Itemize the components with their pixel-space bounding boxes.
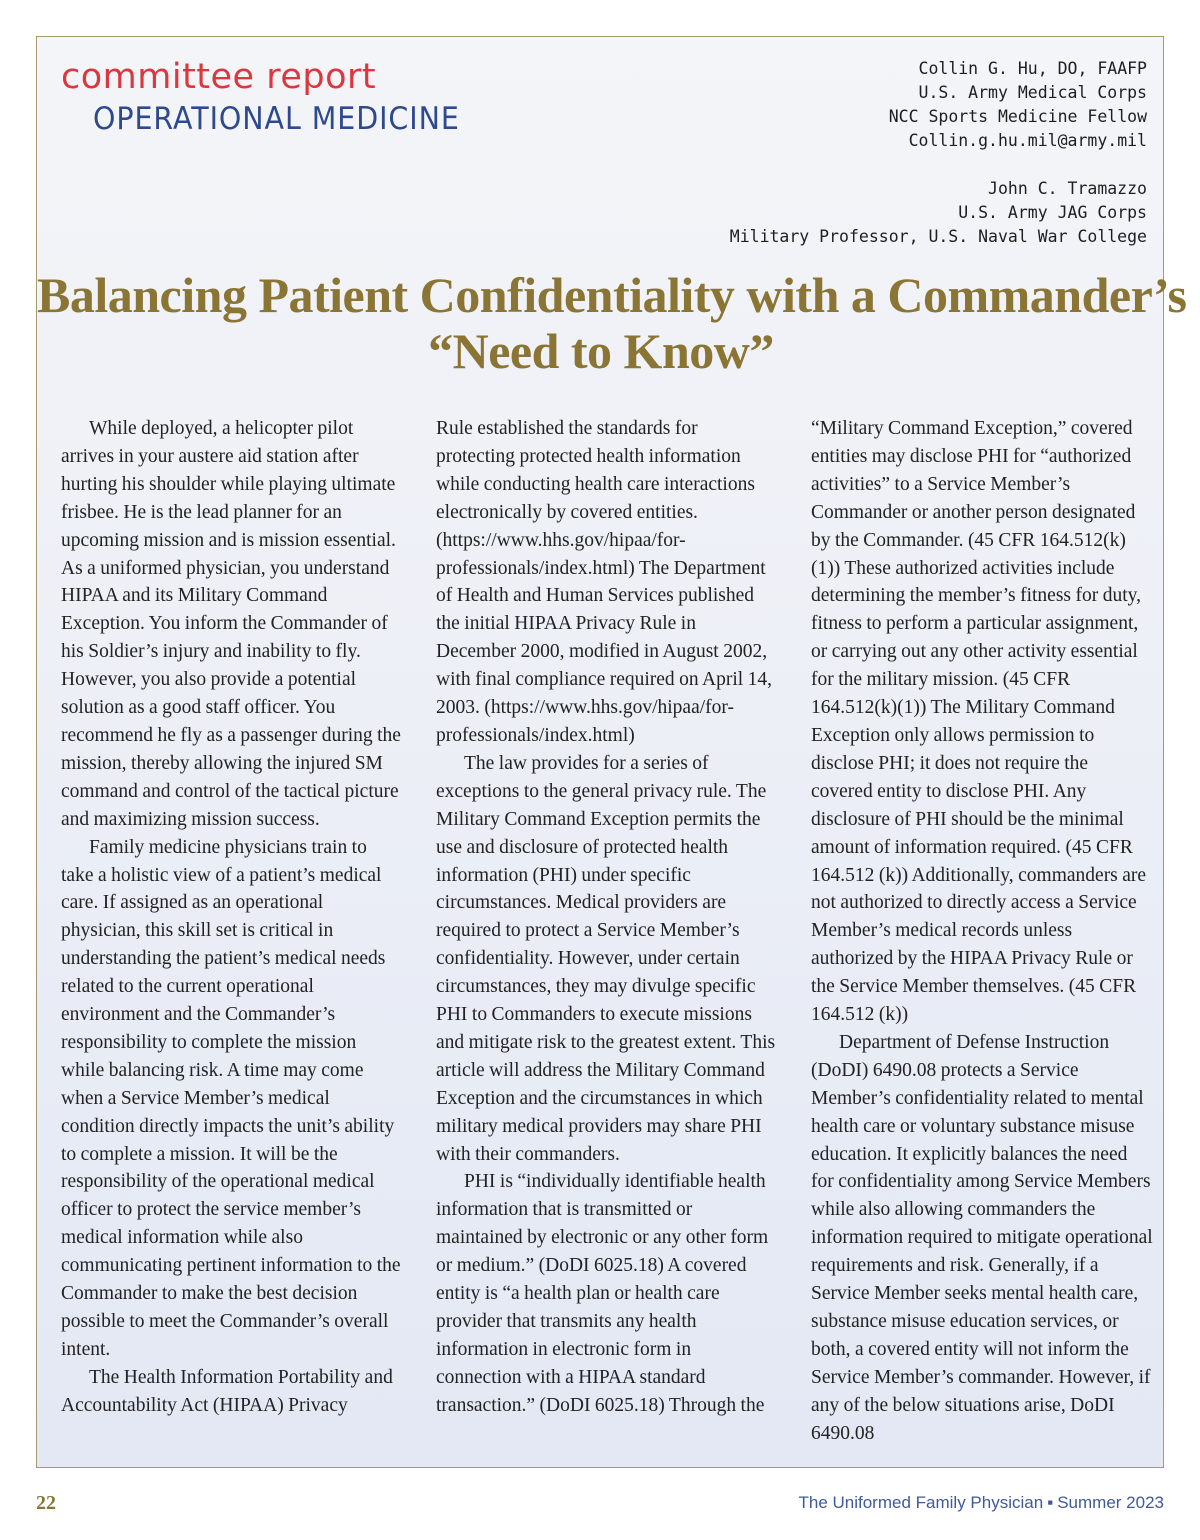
author-1-affiliation: U.S. Army Medical Corps bbox=[918, 83, 1147, 102]
author-1-name: Collin G. Hu, DO, FAAFP bbox=[918, 59, 1147, 78]
publication-footer bbox=[798, 1490, 1164, 1516]
article-title bbox=[37, 267, 1187, 379]
committee-name: OPERATIONAL MEDICINE bbox=[93, 101, 460, 137]
paragraph: While deployed, a helicopter pilot arrives in your austere aid station after hurting his shoulder while playing ultimate frisbee. He is the lead planner for an upcoming mission and is mission essential. As a uniformed physician, you understand HIPAA and its Military Command Exception. You inform the Commander of his Soldier’s injury and inability to fly. However, you also provide a potential solution as a good staff officer. You recommend he fly as a passenger during the mission, thereby allowing the injured SM command and control of the tactical picture and maximizing mission success. bbox=[61, 418, 401, 830]
paragraph: “Military Command Exception,” covered entities may disclose PHI for “authorized activities” to a Service Member’s Commander or another person designated by the Commander. (45 CFR 164.512(k)(1)) These authorized activities include determining the member’s fitness for duty, fitness to perform a particular assignment, or carrying out any other activity essential for the military mission. (45 CFR 164.512(k)(1)) The Military Command Exception only allows permission to disclose PHI; it does not require the covered entity to disclose PHI. Any disclosure of PHI should be the minimal amount of information required. (45 CFR 164.512 (k)) Additionally, commanders are not authorized to directly access a Service Member’s medical records unless authorized by the HIPAA Privacy Rule or the Service Member themselves. (45 CFR 164.512 (k)) bbox=[811, 418, 1147, 1026]
article-frame bbox=[36, 36, 1187, 1468]
article-body bbox=[61, 415, 1153, 1455]
paragraph: The law provides for a series of exceptions to the general privacy rule. The Military Command Exception permits the use and disclosure of protected health information (PHI) under specific circumstances. Medical providers are required to protect a Service Member’s confidentiality. However, under certain circumstances, they may divulge specific PHI to Commanders to execute missions and mitigate risk to the greatest extent. This article will address the Military Command Exception and the circumstances in which military medical providers may share PHI with their commanders. bbox=[436, 752, 776, 1165]
author-1 bbox=[730, 57, 1147, 153]
paragraph: PHI is “individually identifiable health information that is transmitted or maintained by electronic or any other form or medium.” (DoDI 6025.18) A covered entity is “a health plan or health care provider that transmits any health information in electronic form in connection with a HIPAA standard transaction.” (DoDI 6025.18) Through the bbox=[436, 1171, 769, 1416]
author-1-email: Collin.g.hu.mil@army.mil bbox=[908, 131, 1147, 150]
paragraph: Family medicine physicians train to take a holistic view of a patient’s medical care. If assigned as an operational physician, this skill set is critical in understanding the patient’s medical needs related to the current operational environment and the Commander’s responsibility to complete the mission while balancing risk. A time may come when a Service Member’s medical condition directly impacts the unit’s ability to complete a mission. It will be the responsibility of the operational medical officer to protect the service member’s medical information while also communicating pertinent information to the Commander to make the best decision possible to meet the Commander’s overall intent. bbox=[61, 836, 401, 1360]
section-label: committee report bbox=[61, 57, 377, 97]
column-3 bbox=[811, 415, 1153, 1455]
article-title-line-1: Balancing Patient Confidentiality with a Commander’s bbox=[37, 267, 1187, 323]
issue-date: Summer 2023 bbox=[1057, 1493, 1164, 1512]
article-title-line-2: “Need to Know” bbox=[428, 323, 774, 379]
author-2 bbox=[730, 177, 1147, 249]
column-2 bbox=[436, 415, 778, 1455]
publication-name: The Uniformed Family Physician bbox=[798, 1493, 1044, 1512]
author-2-position: Military Professor, U.S. Naval War College bbox=[729, 227, 1147, 246]
paragraph: The Health Information Portability and Accountability Act (HIPAA) Privacy bbox=[61, 1366, 393, 1416]
footer-separator: ▪ bbox=[1047, 1493, 1054, 1512]
author-block bbox=[730, 57, 1147, 249]
author-2-affiliation: U.S. Army JAG Corps bbox=[958, 203, 1147, 222]
paragraph: Department of Defense Instruction (DoDI) 6490.08 protects a Service Member’s confidentiality related to mental health care or voluntary substance misuse education. It explicitly balances the need for confidentiality among Service Members while also allowing commanders the information required to mitigate operational requirements and risk. Generally, if a Service Member seeks mental health care, substance misuse education services, or both, a covered entity will not inform the Service Member’s commander. However, if any of the below situations arise, DoDI 6490.08 bbox=[811, 1031, 1153, 1444]
page-number: 22 bbox=[36, 1492, 56, 1514]
author-2-name: John C. Tramazzo bbox=[988, 179, 1147, 198]
paragraph: Rule established the standards for protecting protected health information while conducting health care interactions electronically by covered entities. (https://www.hhs.gov/hipaa/for-professionals/index.html) The Department of Health and Human Services published the initial HIPAA Privacy Rule in December 2000, modified in August 2002, with final compliance required on April 14, 2003. (https://www.hhs.gov/hipaa/for-professionals/index.html) bbox=[436, 418, 773, 746]
author-1-position: NCC Sports Medicine Fellow bbox=[888, 107, 1147, 126]
column-1 bbox=[61, 415, 403, 1455]
